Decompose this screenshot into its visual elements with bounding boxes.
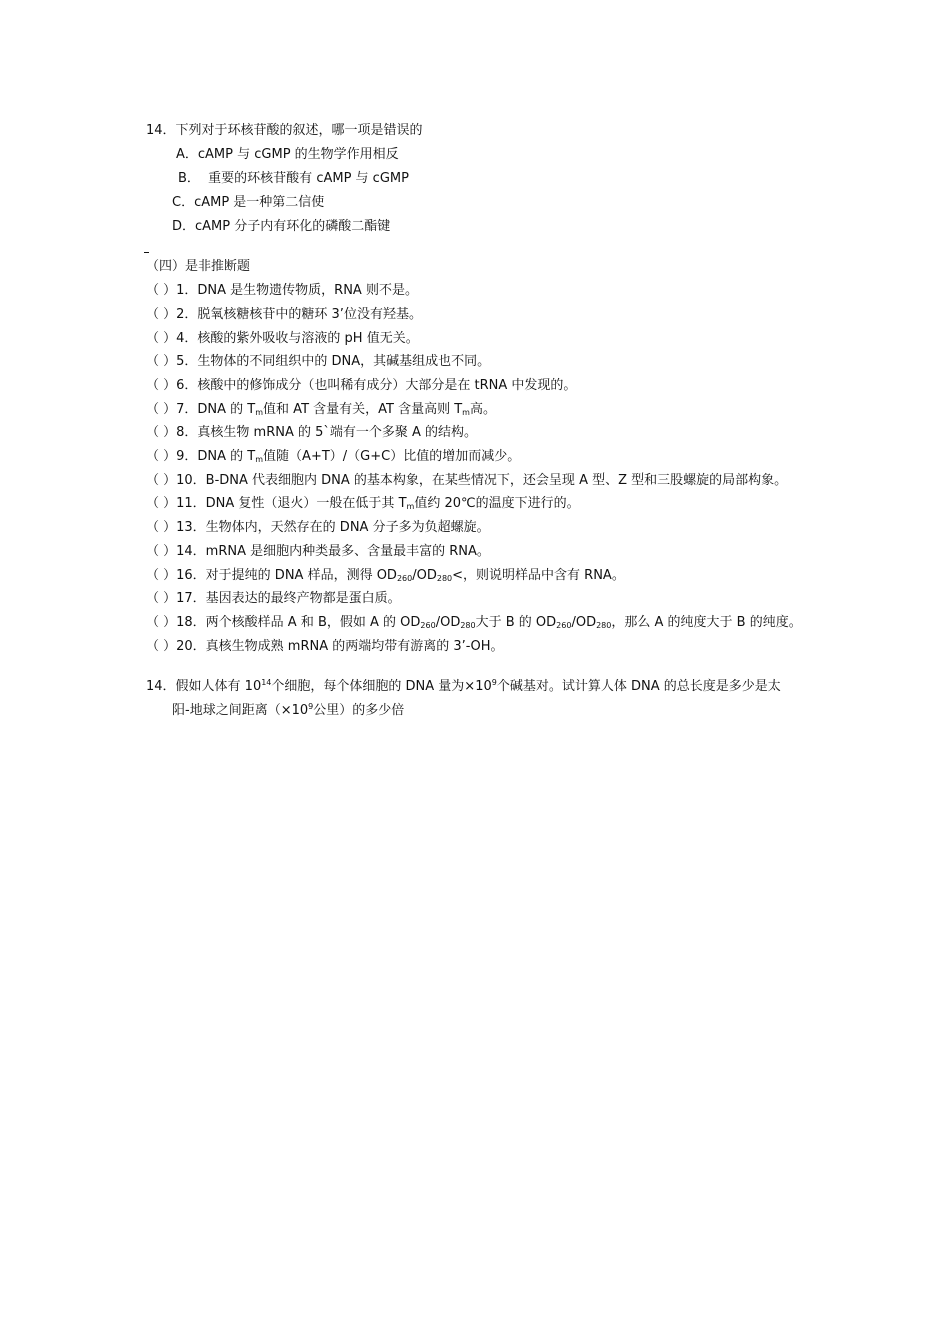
tf-item-18-text-d: /OD xyxy=(571,615,597,630)
tf-item-18-text-c: 大于 B 的 OD xyxy=(475,615,557,630)
tf-item-9 xyxy=(146,448,520,466)
od-subscript: 280 xyxy=(436,574,453,583)
tm-subscript: m xyxy=(406,502,415,511)
calc-question-14-line-1 xyxy=(146,678,781,696)
option-c: C．cAMP 是一种第二信使 xyxy=(172,195,325,210)
tf-item-18-text-a: （ ）18．两个核酸样品 A 和 B，假如 A 的 OD xyxy=(146,615,421,630)
tf-item-9-text-b: 值随（A+T）/（G+C）比值的增加而减少。 xyxy=(263,449,521,464)
tf-item-18-text-b: /OD xyxy=(435,615,461,630)
section-mark xyxy=(144,252,149,253)
od-subscript: 280 xyxy=(596,621,612,630)
tf-item-7 xyxy=(146,401,496,419)
calc-text-b: 个细胞，每个体细胞的 DNA 量为×10 xyxy=(271,679,492,694)
tf-item-9-text-a: （ ）9．DNA 的 T xyxy=(146,449,256,464)
tf-item-16 xyxy=(146,567,625,585)
tf-item-6: （ ）6．核酸中的修饰成分（也叫稀有成分）大部分是在 tRNA 中发现的。 xyxy=(146,378,577,393)
tf-item-18 xyxy=(146,614,802,632)
calc-question-14-line-2 xyxy=(172,702,404,720)
tf-item-18-text-e: ，那么 A 的纯度大于 B 的纯度。 xyxy=(611,615,802,630)
tf-item-16-text-c: <，则说明样品中含有 RNA。 xyxy=(452,568,625,583)
tf-item-10: （ ）10．B-DNA 代表细胞内 DNA 的基本构象，在某些情况下，还会呈现 A 型、Z 型和三股螺旋的局部构象。 xyxy=(146,473,788,488)
tm-subscript: m xyxy=(255,455,264,464)
tf-item-14: （ ）14．mRNA 是细胞内种类最多、含量最丰富的 RNA。 xyxy=(146,544,490,559)
tf-item-16-text-a: （ ）16．对于提纯的 DNA 样品，测得 OD xyxy=(146,568,397,583)
tf-item-17: （ ）17．基因表达的最终产物都是蛋白质。 xyxy=(146,591,401,606)
tf-item-13: （ ）13．生物体内，天然存在的 DNA 分子多为负超螺旋。 xyxy=(146,520,490,535)
calc-text-c: 个碱基对。试计算人体 DNA 的总长度是多少是太 xyxy=(496,679,781,694)
tf-item-16-text-b: /OD xyxy=(412,568,437,583)
question-14-stem: 14．下列对于环核苷酸的叙述，哪一项是错误的 xyxy=(146,123,423,138)
tf-item-7-text-c: 高。 xyxy=(469,402,496,417)
calc-text-e: 公里）的多少倍 xyxy=(313,703,405,718)
tf-item-4: （ ）4．核酸的紫外吸收与溶液的 pH 值无关。 xyxy=(146,331,419,346)
exponent: 9 xyxy=(308,702,314,711)
tm-subscript: m xyxy=(462,408,470,417)
tf-item-11-text-b: 值约 20℃的温度下进行的。 xyxy=(414,496,580,511)
tm-subscript: m xyxy=(255,408,264,417)
calc-text-d: 阳-地球之间距离（×10 xyxy=(172,703,309,718)
tf-item-2: （ ）2．脱氧核糖核苷中的糖环 3’位没有羟基。 xyxy=(146,307,422,322)
exponent: 9 xyxy=(491,678,497,687)
od-subscript: 260 xyxy=(396,574,413,583)
od-subscript: 260 xyxy=(556,621,572,630)
option-b: B． 重要的环核苷酸有 cAMP 与 cGMP xyxy=(178,171,409,186)
od-subscript: 280 xyxy=(460,621,476,630)
tf-item-8: （ ）8．真核生物 mRNA 的 5`端有一个多聚 A 的结构。 xyxy=(146,425,478,440)
calc-text-a: 14．假如人体有 10 xyxy=(146,679,262,694)
od-subscript: 260 xyxy=(420,621,436,630)
option-a: A．cAMP 与 cGMP 的生物学作用相反 xyxy=(176,147,399,162)
section-title: （四）是非推断题 xyxy=(146,259,251,274)
tf-item-5: （ ）5．生物体的不同组织中的 DNA，其碱基组成也不同。 xyxy=(146,354,491,369)
tf-item-11-text-a: （ ）11．DNA 复性（退火）一般在低于其 T xyxy=(146,496,407,511)
option-d: D．cAMP 分子内有环化的磷酸二酯键 xyxy=(172,219,391,234)
tf-item-11 xyxy=(146,495,580,513)
tf-item-7-text-a: （ ）7．DNA 的 T xyxy=(146,402,256,417)
tf-item-1: （ ）1．DNA 是生物遗传物质，RNA 则不是。 xyxy=(146,283,418,298)
tf-item-20: （ ）20．真核生物成熟 mRNA 的两端均带有游离的 3’-OH。 xyxy=(146,639,504,654)
exponent: 14 xyxy=(261,678,272,687)
tf-item-7-text-b: 值和 AT 含量有关，AT 含量高则 T xyxy=(263,402,463,417)
